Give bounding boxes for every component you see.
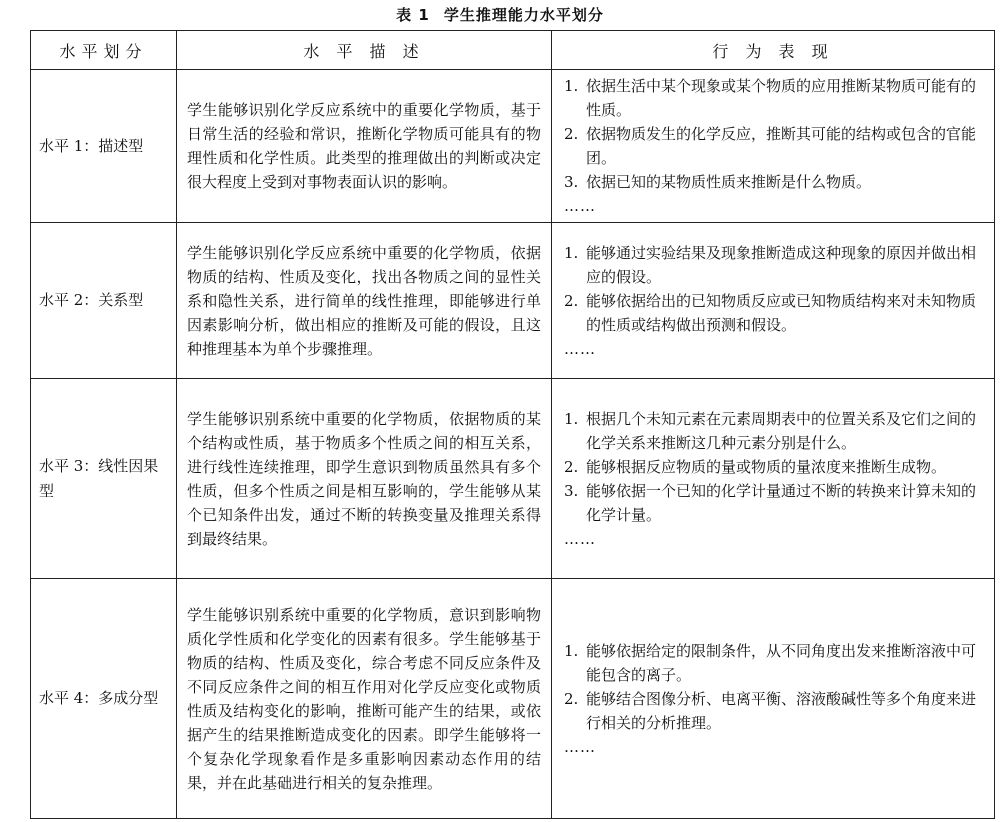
header-description: 水 平 描 述 (177, 31, 552, 70)
ellipsis: …… (564, 737, 596, 756)
behavior-item: 2. 能够依据给出的已知物质反应或已知物质结构来对未知物质的性质或结构做出预测和假设。 (564, 291, 977, 334)
table-number: 表 1 (396, 6, 430, 24)
level-cell: 水平 4：多成分型 (31, 579, 177, 819)
behavior-cell (552, 379, 995, 579)
table-row (31, 579, 995, 819)
behavior-cell (552, 579, 995, 819)
behavior-cell (552, 70, 995, 223)
description-cell: 学生能够识别系统中重要的化学物质，意识到影响物质化学性质和化学变化的因素有很多。学生能够基于物质的结构、性质及变化，综合考虑不同反应条件及不同反应条件之间的相互作用对化学反应变化或物质性质及结构变化的影响，推断可能产生的结果，或依据产生的结果推断造成变化的因素。即学生能够将一个复杂化学现象看作是多重影响因素动态作用的结果，并在此基础进行相关的复杂推理。 (177, 579, 552, 819)
table-row (31, 70, 995, 223)
behavior-item: 2. 能够结合图像分析、电离平衡、溶液酸碱性等多个角度来进行相关的分析推理。 (564, 689, 977, 732)
level-cell: 水平 2：关系型 (31, 223, 177, 379)
behavior-item: 1. 根据几个未知元素在元素周期表中的位置关系及它们之间的化学关系来推断这几种元素分别是什么。 (564, 409, 977, 452)
behavior-item: 2. 依据物质发生的化学反应，推断其可能的结构或包含的官能团。 (564, 125, 977, 167)
behavior-item: 3. 能够依据一个已知的化学计量通过不断的转换来计算未知的化学计量。 (564, 481, 977, 524)
description-cell: 学生能够识别化学反应系统中重要的化学物质，依据物质的结构、性质及变化，找出各物质之间的显性关系和隐性关系，进行简单的线性推理，即能够进行单因素影响分析，做出相应的推断及可能的假设，且这种推理基本为单个步骤推理。 (177, 223, 552, 379)
level-cell: 水平 3：线性因果型 (31, 379, 177, 579)
table-header-row (31, 31, 995, 70)
ellipsis: …… (564, 197, 596, 215)
description-cell: 学生能够识别化学反应系统中的重要化学物质，基于日常生活的经验和常识，推断化学物质可能具有的物理性质和化学性质。此类型的推理做出的判断或决定很大程度上受到对事物表面认识的影响。 (177, 70, 552, 223)
table-title: 学生推理能力水平划分 (443, 6, 604, 24)
table-row (31, 379, 995, 579)
behavior-list (564, 407, 984, 527)
level-cell: 水平 1：描述型 (31, 70, 177, 223)
behavior-cell (552, 223, 995, 379)
behavior-item: 1. 能够依据给定的限制条件，从不同角度出发来推断溶液中可能包含的离子。 (564, 641, 977, 684)
table-caption (0, 4, 1000, 25)
header-behavior: 行 为 表 现 (552, 31, 995, 70)
behavior-item: 1. 依据生活中某个现象或某个物质的应用推断某物质可能有的性质。 (564, 77, 977, 119)
behavior-list (564, 241, 984, 337)
ellipsis: …… (564, 339, 596, 358)
table-row (31, 223, 995, 379)
header-level: 水平划分 (31, 31, 177, 70)
ellipsis: …… (564, 529, 596, 548)
behavior-list (564, 639, 984, 735)
description-cell: 学生能够识别系统中重要的化学物质，依据物质的某个结构或性质，基于物质多个性质之间的相互关系，进行线性连续推理，即学生意识到物质虽然具有多个性质，但多个性质之间是相互影响的，学生能够从某个已知条件出发，通过不断的转换变量及推理关系得到最终结果。 (177, 379, 552, 579)
behavior-item: 2. 能够根据反应物质的量或物质的量浓度来推断生成物。 (564, 457, 947, 476)
behavior-list (564, 74, 984, 194)
reasoning-levels-table (30, 30, 995, 819)
behavior-item: 1. 能够通过实验结果及现象推断造成这种现象的原因并做出相应的假设。 (564, 243, 977, 286)
behavior-item: 3. 依据已知的某物质性质来推断是什么物质。 (564, 173, 872, 191)
